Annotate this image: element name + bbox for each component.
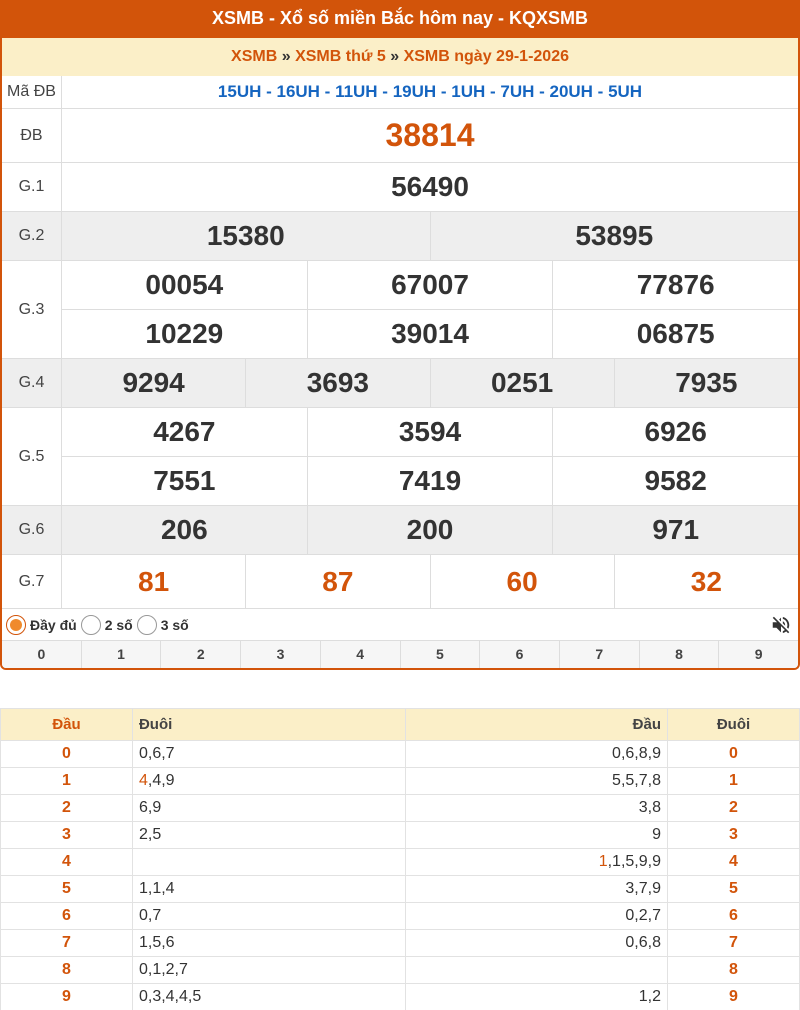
loto-head-values: 0,6,8: [625, 934, 661, 951]
loto-head-list-cell: [406, 930, 668, 957]
loto-head-cell: 6: [1, 903, 133, 930]
loto-head-values: 1,2: [638, 988, 661, 1005]
loto-head-list-cell: [406, 849, 668, 876]
prize-g2-row: [2, 212, 798, 261]
loto-tail-cell: [132, 984, 405, 1010]
option-label: 2 số: [104, 616, 133, 633]
breadcrumb-separator: »: [390, 48, 400, 65]
loto-head-list-cell: [406, 822, 668, 849]
loto-head-list-cell: [406, 957, 668, 984]
loto-head-list-cell: [406, 795, 668, 822]
loto-header-row: [1, 709, 800, 741]
prize-number: 971: [552, 506, 798, 554]
prize-label: G.6: [2, 506, 62, 554]
option-3-digits-radio[interactable]: [137, 615, 189, 635]
table-row: [1, 876, 800, 903]
loto-head-values: 0,6,8,9: [612, 745, 661, 762]
loto-tail-values: 1,1,4: [138, 880, 175, 897]
loto-tail-digit-cell: 7: [667, 930, 799, 957]
prize-g4-row: [2, 359, 798, 408]
prize-number: 87: [245, 555, 429, 608]
prize-number: 77876: [552, 261, 798, 309]
loto-tail-cell: [132, 741, 405, 768]
prize-number: 39014: [307, 310, 553, 358]
loto-head-list-cell: [406, 768, 668, 795]
table-row: [1, 930, 800, 957]
prize-g6-row: [2, 506, 798, 555]
breadcrumb-separator: »: [281, 48, 291, 65]
loto-head-cell: 3: [1, 822, 133, 849]
loto-tail-cell: [132, 930, 405, 957]
prize-number: 10229: [145, 318, 224, 349]
digit-filter-3[interactable]: 3: [240, 641, 320, 668]
column-header: Đầu: [406, 709, 668, 741]
prize-number: 7935: [614, 359, 798, 407]
prize-number: 3693: [245, 359, 429, 407]
loto-tail-cell: [132, 849, 405, 876]
loto-tail-values: 0,7: [138, 907, 162, 924]
loto-highlight: 4: [138, 772, 148, 789]
prize-number: 15380: [206, 220, 285, 251]
prize-label: G.2: [2, 212, 62, 260]
loto-head-values: 5,5,7,8: [612, 772, 661, 789]
loto-head-cell: 9: [1, 984, 133, 1010]
radio-empty-icon: [81, 615, 101, 635]
loto-tail-cell: [132, 795, 405, 822]
loto-highlight: 1: [598, 853, 608, 870]
breadcrumb-weekday-link[interactable]: XSMB thứ 5: [295, 48, 386, 65]
loto-head-cell: 4: [1, 849, 133, 876]
prize-number: 60: [430, 555, 614, 608]
digit-filter-bar: [2, 641, 798, 668]
madb-codes: 15UH - 16UH - 11UH - 19UH - 1UH - 7UH - 20UH - 5UH: [217, 82, 643, 101]
prize-number: 06875: [552, 310, 798, 358]
loto-tail-digit-cell: 8: [667, 957, 799, 984]
loto-head-cell: 5: [1, 876, 133, 903]
loto-head-list-cell: [406, 984, 668, 1010]
loto-tail-digit-cell: 1: [667, 768, 799, 795]
prize-number: 200: [307, 506, 553, 554]
prize-label: G.4: [2, 359, 62, 407]
option-label: 3 số: [160, 616, 189, 633]
loto-tail-cell: [132, 822, 405, 849]
prize-label: G.1: [2, 163, 62, 211]
table-row: [1, 741, 800, 768]
table-row: [1, 984, 800, 1010]
prize-number: 56490: [391, 171, 469, 202]
loto-tail-digit-cell: 6: [667, 903, 799, 930]
special-prize-number: 38814: [385, 117, 475, 153]
prize-number: 3594: [307, 408, 553, 456]
prize-number: 9582: [552, 457, 798, 505]
prize-number: 00054: [145, 269, 224, 300]
loto-head-list-cell: [406, 741, 668, 768]
prize-number: 206: [160, 514, 208, 545]
breadcrumb: [2, 38, 798, 76]
loto-tail-digit-cell: 2: [667, 795, 799, 822]
loto-head-cell: 8: [1, 957, 133, 984]
loto-tail-digit-cell: 3: [667, 822, 799, 849]
digit-filter-5[interactable]: 5: [400, 641, 480, 668]
prize-number: 7551: [153, 465, 216, 496]
prize-g1-row: [2, 163, 798, 212]
madb-label: Mã ĐB: [2, 76, 62, 108]
madb-row: [2, 76, 798, 109]
prize-number: 7419: [307, 457, 553, 505]
table-row: [1, 795, 800, 822]
loto-head-list-cell: [406, 876, 668, 903]
loto-head-values: 3,8: [638, 799, 661, 816]
loto-head-list-cell: [406, 903, 668, 930]
digit-filter-8[interactable]: 8: [639, 641, 719, 668]
table-row: [1, 903, 800, 930]
loto-head-cell: 7: [1, 930, 133, 957]
digit-filter-6[interactable]: 6: [479, 641, 559, 668]
loto-tail-values: 0,6,7: [138, 745, 175, 762]
prize-label: G.3: [2, 261, 62, 358]
loto-head-cell: 0: [1, 741, 133, 768]
loto-head-cell: 1: [1, 768, 133, 795]
column-header: Đuôi: [667, 709, 799, 741]
digit-filter-9[interactable]: 9: [718, 641, 798, 668]
loto-tail-digit-cell: 0: [667, 741, 799, 768]
table-row: [1, 768, 800, 795]
loto-tail-cell: [132, 903, 405, 930]
loto-table: [0, 708, 800, 1010]
loto-tail-values: 0,3,4,4,5: [138, 988, 202, 1005]
loto-head-cell: 2: [1, 795, 133, 822]
digit-filter-4[interactable]: 4: [320, 641, 400, 668]
loto-tail-values: 6,9: [138, 799, 162, 816]
prize-number: 32: [614, 555, 798, 608]
table-row: [1, 957, 800, 984]
loto-tail-values: 2,5: [138, 826, 162, 843]
option-full-radio[interactable]: [6, 615, 77, 635]
option-2-digits-radio[interactable]: [81, 615, 133, 635]
prize-number: 4267: [153, 416, 216, 447]
radio-empty-icon: [137, 615, 157, 635]
prize-label: ĐB: [2, 109, 62, 162]
volume-mute-icon[interactable]: [768, 613, 794, 637]
loto-tail-digit-cell: 9: [667, 984, 799, 1010]
loto-head-values: 9: [652, 826, 661, 843]
loto-head-values: 3,7,9: [625, 880, 661, 897]
digit-filter-0[interactable]: 0: [37, 646, 46, 662]
digit-filter-2[interactable]: 2: [160, 641, 240, 668]
prize-db-row: [2, 109, 798, 163]
radio-selected-icon: [6, 615, 26, 635]
digit-filter-7[interactable]: 7: [559, 641, 639, 668]
prize-number: 81: [138, 565, 170, 597]
prize-label: G.5: [2, 408, 62, 505]
loto-tail-values: ,4,9: [147, 772, 175, 789]
prize-number: 9294: [122, 367, 185, 398]
page-title: XSMB - Xổ số miền Bắc hôm nay - KQXSMB: [2, 0, 798, 38]
display-options: [2, 609, 798, 641]
breadcrumb-home-link[interactable]: XSMB: [231, 48, 278, 65]
table-row: [1, 822, 800, 849]
option-label: Đầy đủ: [30, 616, 77, 633]
loto-head-values: 0,2,7: [625, 907, 661, 924]
digit-filter-1[interactable]: 1: [81, 641, 161, 668]
prize-g3-row: [2, 261, 798, 359]
prize-number: 53895: [430, 212, 799, 260]
prize-g7-row: [2, 555, 798, 609]
loto-head-values: ,1,5,9,9: [607, 853, 661, 870]
prize-number: 67007: [307, 261, 553, 309]
loto-tail-cell: [132, 957, 405, 984]
prize-number: 6926: [552, 408, 798, 456]
loto-tail-cell: [132, 768, 405, 795]
table-row: [1, 849, 800, 876]
loto-tail-values: 0,1,2,7: [138, 961, 188, 978]
breadcrumb-date-link[interactable]: XSMB ngày 29-1-2026: [403, 48, 569, 65]
column-header: Đuôi: [132, 709, 405, 741]
loto-tail-digit-cell: 4: [667, 849, 799, 876]
column-header: Đầu: [1, 709, 133, 741]
prize-g5-row: [2, 408, 798, 506]
loto-tail-digit-cell: 5: [667, 876, 799, 903]
loto-tail-cell: [132, 876, 405, 903]
prize-number: 0251: [430, 359, 614, 407]
loto-tail-values: 1,5,6: [138, 934, 175, 951]
prize-label: G.7: [2, 555, 62, 608]
